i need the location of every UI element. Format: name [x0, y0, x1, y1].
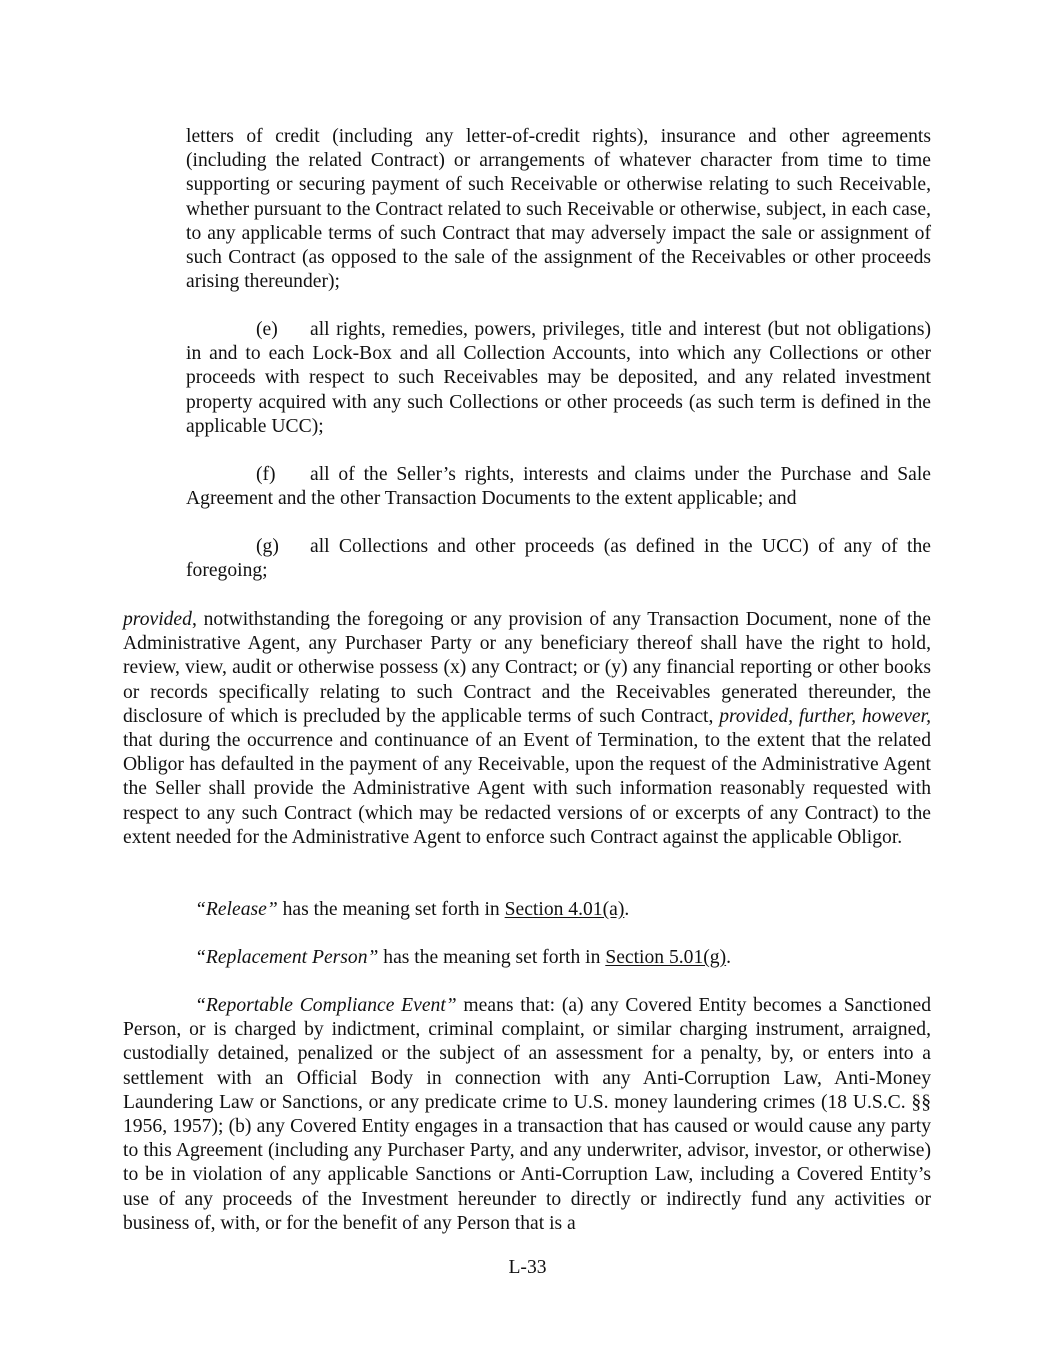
proviso-text-2: that during the occurrence and continuance of an Event of Termination, to the extent that the related Obligor has defaulted in the payment of any Receivable, upon the request of the Administrative Agent the Seller shall provide the Administrative Agent with such information reasonably requested with respect to any such Contract (which may be redacted versions of or excerpts of any Contract) to the extent needed for the Administrative Agent to enforce such Contract against the applicable Obligor. [123, 730, 931, 848]
section-ref-5-01g[interactable]: Section 5.01(g) [605, 947, 727, 968]
period: . [726, 947, 732, 968]
clause-g [186, 535, 931, 583]
proviso-lead: provided [123, 609, 192, 630]
period: . [624, 899, 630, 920]
term-release: “Release” [195, 899, 278, 920]
definition-release-text: has the meaning set forth in [277, 899, 505, 920]
page-number: L-33 [508, 1257, 547, 1278]
definition-replacement-person [123, 946, 931, 970]
proviso-paragraph [123, 608, 931, 850]
proviso-further: provided, further, however, [719, 705, 931, 727]
clause-g-text: all Collections and other proceeds (as defined in the UCC) of any of the foregoing; [186, 536, 931, 582]
section-ref-4-01a[interactable]: Section 4.01(a) [504, 899, 625, 920]
definition-replacement-text: has the meaning set forth in [378, 947, 606, 968]
definition-release [123, 898, 931, 922]
term-replacement-person: “Replacement Person” [195, 947, 379, 968]
clause-e-text: all rights, remedies, powers, privileges, title and interest (but not obligations) in and to each Lock-Box and all Collection Accounts, into which any Collections or other proceeds with respect to such Receivables may be deposited, and any related investment property acquired with any such Collections or other proceeds (as such term is defined in the applicable UCC); [186, 319, 931, 437]
paragraph-continuation: letters of credit (including any letter-of-credit rights), insurance and other agreements (including the related Contract) or arrangements of whatever character from time to time supporting or securing payment of such Receivable or otherwise relating to such Receivable, whether pursuant to the Contract related to such Receivable or otherwise, subject, in each case, to any applicable terms of such Contract that may adversely impact the sale or assignment of such Contract (as opposed to the sale of the assignment of the Receivables or other proceeds arising thereunder); [186, 126, 931, 293]
clause-f-text: all of the Seller’s rights, interests and claims under the Purchase and Sale Agreement and the other Transaction Documents to the extent applicable; and [186, 464, 931, 510]
clause-g-label: (g) [256, 536, 279, 557]
definition-reportable-compliance-event [123, 994, 931, 1236]
clause-e-label: (e) [256, 319, 278, 340]
clause-f-label: (f) [256, 464, 276, 485]
clause-e [186, 318, 931, 439]
clause-f [186, 463, 931, 511]
definition-rce-text: means that: (a) any Covered Entity becomes a Sanctioned Person, or is charged by indictment, criminal complaint, or similar charging instrument, arraigned, custodially detained, penalized or the subject of an assessment for a penalty, by, or enters into a settlement with an Official Body in connection with any Anti-Corruption Law, Anti-Money Laundering Law or Sanctions, or any predicate crime to U.S. money laundering crimes (18 U.S.C. §§ 1956, 1957); (b) any Covered Entity engages in a transaction that has caused or would cause any party to this Agreement (including any Purchaser Party, and any underwriter, advisor, investor, or otherwise) to be in violation of any applicable Sanctions or Anti-Corruption Law, including a Covered Entity’s use of any proceeds of the Investment hereunder to directly or indirectly fund any activities or business of, with, or for the benefit of any Person that is a [123, 995, 931, 1234]
proviso-text-1: , notwithstanding the foregoing or any provision of any Transaction Document, none of the Administrative Agent, any Purchaser Party or any beneficiary thereof shall have the right to hold, review, view, audit or otherwise possess (x) any Contract; or (y) any financial reporting or other books or records specifically relating to such Contract and the Receivables generated thereunder, the disclosure of which is precluded by the applicable terms of such Contract, [123, 609, 931, 727]
term-reportable-compliance-event: “Reportable Compliance Event” [195, 995, 457, 1016]
